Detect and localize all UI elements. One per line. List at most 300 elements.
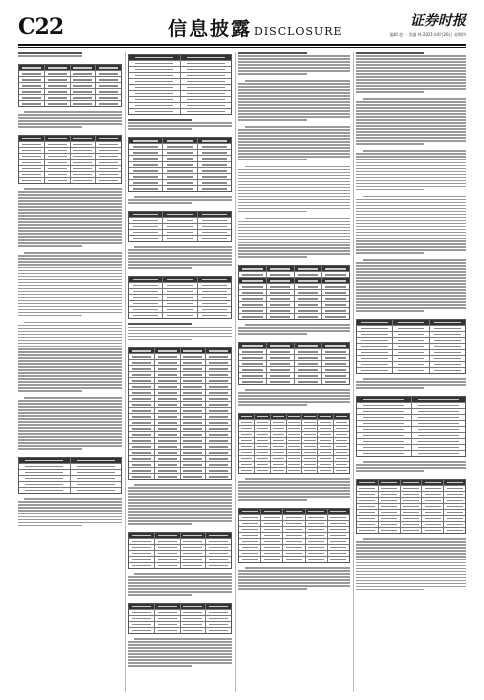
text-line <box>24 397 122 399</box>
table-cell <box>129 444 155 449</box>
table-cell <box>155 563 181 568</box>
text-line <box>18 510 122 512</box>
text-line <box>356 85 466 87</box>
paragraph-gap <box>238 336 350 340</box>
table-cell <box>422 516 444 521</box>
text-line <box>238 327 350 329</box>
text-line <box>356 180 466 182</box>
table-cell <box>239 361 267 366</box>
table-cell <box>198 218 231 223</box>
table-cell <box>206 402 231 407</box>
text-line <box>356 140 466 142</box>
text-line <box>363 461 466 463</box>
table-cell <box>181 408 207 413</box>
text-line <box>128 252 232 254</box>
table-cell <box>334 444 349 449</box>
table-cell <box>322 290 349 295</box>
text-line <box>356 226 466 228</box>
text-line <box>238 178 350 180</box>
text-line <box>128 202 192 204</box>
text-line <box>128 502 232 504</box>
text-line <box>128 264 232 266</box>
table-cell <box>306 533 328 538</box>
table-cell <box>328 539 349 544</box>
paragraph-gap <box>238 502 350 506</box>
table-cell <box>19 464 71 469</box>
table-cell <box>181 414 207 419</box>
table-cell <box>295 343 323 348</box>
masthead-meta: 编辑 赵一 美编 林 2021年8月26日 星期四 <box>389 32 466 37</box>
table-cell <box>155 468 181 473</box>
text-line <box>238 141 350 143</box>
table-cell <box>155 396 181 401</box>
table-row <box>357 528 465 533</box>
table-cell <box>430 356 465 361</box>
table-cell <box>155 408 181 413</box>
text-line <box>18 516 122 518</box>
text-line <box>356 271 466 273</box>
text-line <box>238 199 350 201</box>
table-cell <box>295 308 323 313</box>
table-cell <box>267 355 295 360</box>
text-line <box>356 470 424 472</box>
table-cell <box>239 533 261 538</box>
table-cell <box>71 148 97 153</box>
table-cell <box>198 283 231 288</box>
text-line <box>238 110 350 112</box>
table-cell <box>401 528 423 533</box>
table-cell <box>129 616 155 621</box>
text-line <box>18 285 122 287</box>
table-cell <box>163 212 197 217</box>
text-line <box>356 246 466 248</box>
table-cell <box>267 373 295 378</box>
table-cell <box>71 178 97 183</box>
table-cell <box>379 522 401 527</box>
table-cell <box>129 224 163 229</box>
table-cell <box>198 236 231 241</box>
table-cell <box>328 551 349 556</box>
table-cell <box>357 516 379 521</box>
table-cell <box>181 557 207 562</box>
text-line <box>238 150 350 152</box>
table-row <box>129 236 231 241</box>
text-line <box>128 330 232 332</box>
text-line <box>356 283 466 285</box>
table-cell <box>19 83 45 88</box>
table-cell <box>181 563 207 568</box>
table-cell <box>206 604 231 609</box>
table-cell <box>71 172 97 177</box>
table-cell <box>444 498 465 503</box>
section-title <box>168 14 343 41</box>
table-cell <box>181 348 207 353</box>
table-cell <box>334 432 349 437</box>
table-cell <box>71 464 122 469</box>
text-line <box>128 508 232 510</box>
table-cell <box>287 432 303 437</box>
text-line <box>356 128 466 130</box>
table-row <box>129 313 231 318</box>
table-cell <box>181 432 207 437</box>
table-cell <box>444 486 465 491</box>
table-cell <box>181 372 207 377</box>
data-table <box>18 135 122 184</box>
text-line <box>356 274 466 276</box>
table-cell <box>129 67 181 72</box>
text-line <box>356 70 466 72</box>
text-line <box>128 505 232 507</box>
table-cell <box>357 409 412 414</box>
table-cell <box>322 266 349 271</box>
table-cell <box>306 509 328 514</box>
text-line <box>238 86 350 88</box>
table-cell <box>71 470 122 475</box>
text-line <box>356 240 466 242</box>
table-cell <box>393 356 429 361</box>
table-cell <box>318 456 334 461</box>
text-line <box>356 143 424 145</box>
text-line <box>356 113 466 115</box>
table-cell <box>261 545 283 550</box>
table-cell <box>239 272 267 277</box>
table-cell <box>163 174 197 179</box>
table-cell <box>422 498 444 503</box>
table-cell <box>181 474 207 479</box>
table-cell <box>96 101 121 106</box>
text-line <box>356 544 466 546</box>
text-line <box>128 579 232 581</box>
table-cell <box>45 172 71 177</box>
text-line <box>356 217 466 219</box>
text-line <box>18 369 122 371</box>
table-cell <box>163 289 197 294</box>
table-cell <box>239 557 261 562</box>
table-cell <box>239 438 255 443</box>
text-line <box>18 291 122 293</box>
table-cell <box>198 212 231 217</box>
table-cell <box>287 450 303 455</box>
text-line <box>238 169 350 171</box>
table-cell <box>412 421 466 426</box>
table-cell <box>334 456 349 461</box>
table-cell <box>19 476 71 481</box>
table-cell <box>322 373 349 378</box>
table-cell <box>71 71 97 76</box>
table-cell <box>181 73 232 78</box>
table-cell <box>287 426 303 431</box>
text-line <box>356 125 466 127</box>
text-line <box>18 200 122 202</box>
table-cell <box>302 462 318 467</box>
text-line <box>245 218 350 220</box>
table-cell <box>45 71 71 76</box>
text-line <box>18 448 82 450</box>
data-table <box>356 396 466 457</box>
table-cell <box>129 180 163 185</box>
table-cell <box>422 492 444 497</box>
text-line <box>128 199 232 201</box>
table-cell <box>155 354 181 359</box>
text-line <box>18 436 122 438</box>
paragraph-gap <box>238 591 350 595</box>
text-line <box>18 239 122 241</box>
table-cell <box>239 545 261 550</box>
table-cell <box>19 101 45 106</box>
text-line <box>238 187 350 189</box>
text-line <box>356 156 466 158</box>
table-cell <box>181 545 207 550</box>
table-cell <box>334 420 349 425</box>
table-cell <box>181 61 232 66</box>
table-cell <box>129 289 163 294</box>
table-cell <box>239 278 267 283</box>
table-cell <box>379 528 401 533</box>
table-cell <box>271 462 287 467</box>
text-line <box>238 330 350 332</box>
paragraph-gap <box>128 270 232 274</box>
table-cell <box>198 174 231 179</box>
text-line <box>238 484 350 486</box>
table-cell <box>181 109 232 114</box>
text-line <box>128 267 192 269</box>
table-cell <box>379 516 401 521</box>
text-line <box>363 196 466 198</box>
text-line <box>18 230 122 232</box>
table-cell <box>181 91 232 96</box>
data-table <box>128 137 232 192</box>
table-cell <box>96 71 121 76</box>
table-cell <box>206 462 231 467</box>
text-column-2 <box>128 52 232 692</box>
text-line <box>18 191 122 193</box>
text-line <box>18 409 122 411</box>
table-cell <box>19 77 45 82</box>
table-row <box>19 178 121 183</box>
table-cell <box>302 444 318 449</box>
text-line <box>238 101 350 103</box>
text-line <box>18 348 122 350</box>
text-line <box>18 354 122 356</box>
text-line <box>238 73 307 75</box>
table-cell <box>163 180 197 185</box>
table-cell <box>155 432 181 437</box>
table-cell <box>422 486 444 491</box>
table-row <box>129 628 231 633</box>
table-cell <box>163 301 197 306</box>
text-line <box>356 559 466 561</box>
table-cell <box>271 456 287 461</box>
text-line <box>238 247 350 249</box>
table-cell <box>71 77 97 82</box>
text-line <box>18 357 122 359</box>
text-line <box>356 238 466 240</box>
table-cell <box>129 563 155 568</box>
table-cell <box>181 360 207 365</box>
text-line <box>24 252 122 254</box>
table-cell <box>287 438 303 443</box>
table-cell <box>401 504 423 509</box>
table-cell <box>19 166 45 171</box>
table-cell <box>181 468 207 473</box>
text-line <box>238 193 350 195</box>
text-line <box>238 135 350 137</box>
data-table <box>238 342 350 385</box>
text-line <box>363 378 466 380</box>
data-table <box>128 347 232 480</box>
table-cell <box>129 551 155 556</box>
table-cell <box>206 533 231 538</box>
text-line <box>128 496 232 498</box>
text-line <box>134 484 232 486</box>
table-cell <box>45 95 71 100</box>
table-cell <box>181 67 232 72</box>
table-cell <box>271 426 287 431</box>
table-row <box>129 563 231 568</box>
table-cell <box>96 178 121 183</box>
table-cell <box>129 138 163 143</box>
text-line <box>356 214 466 216</box>
table-cell <box>239 450 255 455</box>
text-line <box>356 562 466 564</box>
table-cell <box>206 616 231 621</box>
table-cell <box>198 162 231 167</box>
table-cell <box>198 138 231 143</box>
table-cell <box>261 557 283 562</box>
table-cell <box>206 384 231 389</box>
table-cell <box>19 488 71 493</box>
text-line <box>356 183 466 185</box>
text-line <box>18 424 122 426</box>
text-line <box>128 125 232 127</box>
table-cell <box>181 444 207 449</box>
table-cell <box>295 272 323 277</box>
text-line <box>356 583 466 585</box>
table-cell <box>322 284 349 289</box>
paragraph-gap <box>356 592 466 596</box>
table-cell <box>334 414 349 419</box>
table-cell <box>401 498 423 503</box>
text-line <box>128 511 232 513</box>
text-line <box>356 104 466 106</box>
text-line <box>238 83 350 85</box>
table-cell <box>271 420 287 425</box>
table-cell <box>181 628 207 633</box>
table-cell <box>318 420 334 425</box>
table-cell <box>163 162 197 167</box>
table-cell <box>322 314 349 319</box>
table-cell <box>444 504 465 509</box>
table-cell <box>322 308 349 313</box>
text-line <box>238 55 350 57</box>
text-line <box>128 336 232 338</box>
table-cell <box>129 79 181 84</box>
text-line <box>238 493 350 495</box>
text-line <box>128 493 232 495</box>
text-line <box>18 387 122 389</box>
table-cell <box>393 332 429 337</box>
table-cell <box>129 628 155 633</box>
text-line <box>238 588 307 590</box>
text-line <box>356 82 466 84</box>
text-line <box>238 89 350 91</box>
text-line <box>238 181 350 183</box>
text-line <box>128 122 232 124</box>
text-line <box>134 246 232 248</box>
table-cell <box>295 296 323 301</box>
table-cell <box>267 379 295 384</box>
table-cell <box>283 515 305 520</box>
text-line <box>356 67 466 69</box>
table-cell <box>393 320 429 325</box>
text-line <box>128 659 232 661</box>
table-cell <box>155 551 181 556</box>
table-cell <box>379 504 401 509</box>
text-line <box>238 147 350 149</box>
text-line <box>18 418 122 420</box>
text-line <box>18 400 122 402</box>
text-line <box>128 339 192 341</box>
table-cell <box>283 557 305 562</box>
text-line <box>356 467 466 469</box>
table-cell <box>444 516 465 521</box>
table-cell <box>306 515 328 520</box>
table-cell <box>318 444 334 449</box>
table-cell <box>96 83 121 88</box>
text-line <box>18 412 122 414</box>
table-cell <box>401 522 423 527</box>
table-cell <box>393 338 429 343</box>
table-cell <box>357 421 412 426</box>
table-cell <box>239 290 267 295</box>
table-cell <box>206 378 231 383</box>
table-cell <box>129 313 163 318</box>
text-line <box>18 427 122 429</box>
text-line <box>238 138 350 140</box>
table-cell <box>19 154 45 159</box>
text-line <box>128 327 232 329</box>
text-line <box>18 194 122 196</box>
text-line <box>356 76 466 78</box>
text-line <box>356 88 466 90</box>
table-cell <box>334 438 349 443</box>
text-line <box>238 404 307 406</box>
table-cell <box>306 557 328 562</box>
text-line <box>238 52 307 54</box>
text-line <box>24 498 122 500</box>
table-cell <box>96 136 121 141</box>
text-line <box>134 196 232 198</box>
table-cell <box>302 420 318 425</box>
text-line <box>356 137 466 139</box>
table-cell <box>287 456 303 461</box>
table-cell <box>422 510 444 515</box>
text-line <box>128 255 232 257</box>
table-cell <box>267 367 295 372</box>
header-rule-thin <box>18 47 466 48</box>
text-line <box>238 230 350 232</box>
text-line <box>18 366 122 368</box>
table-cell <box>267 266 295 271</box>
table-cell <box>206 360 231 365</box>
text-line <box>356 55 466 57</box>
text-line <box>24 188 122 190</box>
table-cell <box>129 354 155 359</box>
text-line <box>356 174 466 176</box>
paragraph-gap <box>356 313 466 317</box>
text-line <box>238 196 350 198</box>
table-cell <box>155 414 181 419</box>
